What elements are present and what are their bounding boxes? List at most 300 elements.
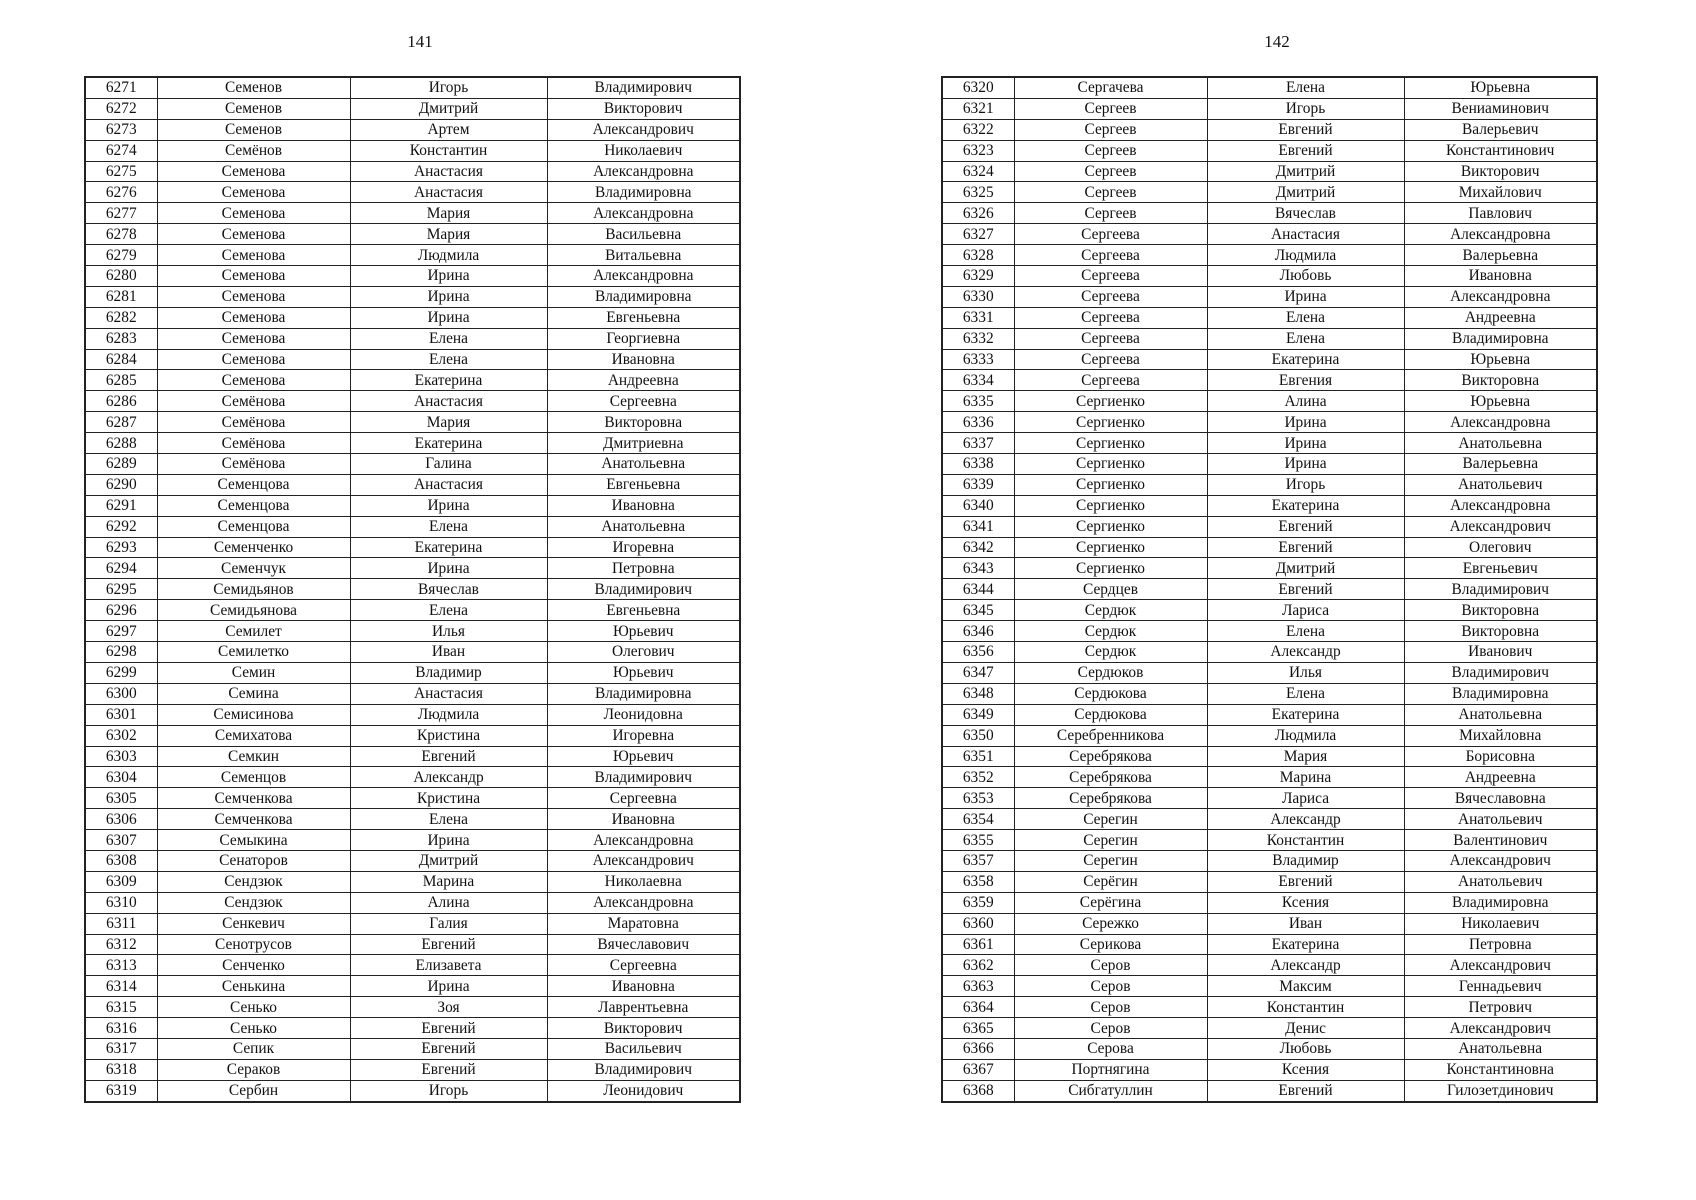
table-row <box>85 77 740 98</box>
patronymic-cell: Геннадьевич <box>1404 976 1597 997</box>
surname-cell: Сергиенко <box>1014 454 1207 475</box>
surname-cell: Семидьянов <box>157 579 350 600</box>
patronymic-cell: Александрович <box>1404 850 1597 871</box>
table-row <box>85 850 740 871</box>
row-number-cell: 6276 <box>85 182 157 203</box>
first-name-cell: Игорь <box>350 1080 547 1101</box>
row-number-cell: 6366 <box>942 1038 1014 1059</box>
table-row <box>942 746 1597 767</box>
patronymic-cell: Владимирович <box>547 1059 740 1080</box>
row-number-cell: 6295 <box>85 579 157 600</box>
surname-cell: Сергеев <box>1014 182 1207 203</box>
surname-cell: Сенаторов <box>157 850 350 871</box>
patronymic-cell: Александровна <box>1404 495 1597 516</box>
row-number-cell: 6292 <box>85 516 157 537</box>
first-name-cell: Дмитрий <box>1207 182 1404 203</box>
surname-cell: Семенцова <box>157 516 350 537</box>
page-number: 142 <box>1264 32 1290 51</box>
first-name-cell: Александр <box>350 767 547 788</box>
table-row <box>85 1038 740 1059</box>
patronymic-cell: Анатольевна <box>1404 433 1597 454</box>
patronymic-cell: Вячеславович <box>547 934 740 955</box>
patronymic-cell: Ивановна <box>1404 266 1597 287</box>
patronymic-cell: Александровна <box>547 830 740 851</box>
surname-cell: Семилет <box>157 621 350 642</box>
patronymic-cell: Анатольевна <box>1404 704 1597 725</box>
row-number-cell: 6333 <box>942 349 1014 370</box>
row-number-cell: 6284 <box>85 349 157 370</box>
surname-cell: Сенотрусов <box>157 934 350 955</box>
row-number-cell: 6285 <box>85 370 157 391</box>
patronymic-cell: Георгиевна <box>547 328 740 349</box>
row-number-cell: 6357 <box>942 850 1014 871</box>
patronymic-cell: Владимировна <box>547 286 740 307</box>
row-number-cell: 6301 <box>85 704 157 725</box>
table-row <box>85 454 740 475</box>
first-name-cell: Лариса <box>1207 600 1404 621</box>
first-name-cell: Евгения <box>1207 370 1404 391</box>
first-name-cell: Людмила <box>350 704 547 725</box>
patronymic-cell: Александровна <box>547 203 740 224</box>
first-name-cell: Ирина <box>1207 286 1404 307</box>
first-name-cell: Евгений <box>1207 537 1404 558</box>
patronymic-cell: Юрьевна <box>1404 391 1597 412</box>
table-row <box>85 161 740 182</box>
row-number-cell: 6348 <box>942 683 1014 704</box>
first-name-cell: Евгений <box>350 1038 547 1059</box>
first-name-cell: Елена <box>350 600 547 621</box>
table-row <box>85 934 740 955</box>
table-row <box>942 370 1597 391</box>
surname-cell: Сенько <box>157 1018 350 1039</box>
table-row <box>942 558 1597 579</box>
first-name-cell: Анастасия <box>350 683 547 704</box>
first-name-cell: Людмила <box>1207 245 1404 266</box>
row-number-cell: 6278 <box>85 224 157 245</box>
surname-cell: Серов <box>1014 997 1207 1018</box>
surname-cell: Серебрякова <box>1014 746 1207 767</box>
page-number: 141 <box>407 32 433 51</box>
surname-cell: Серикова <box>1014 934 1207 955</box>
row-number-cell: 6300 <box>85 683 157 704</box>
first-name-cell: Ирина <box>350 830 547 851</box>
first-name-cell: Евгений <box>1207 140 1404 161</box>
first-name-cell: Ирина <box>350 558 547 579</box>
surname-cell: Серегин <box>1014 830 1207 851</box>
patronymic-cell: Анатольевна <box>547 516 740 537</box>
first-name-cell: Артем <box>350 119 547 140</box>
first-name-cell: Евгений <box>350 1059 547 1080</box>
surname-cell: Семенова <box>157 370 350 391</box>
patronymic-cell: Владимирович <box>547 77 740 98</box>
first-name-cell: Ксения <box>1207 1059 1404 1080</box>
table-row <box>85 516 740 537</box>
table-row <box>85 119 740 140</box>
patronymic-cell: Александровна <box>547 266 740 287</box>
first-name-cell: Евгений <box>1207 871 1404 892</box>
table-row <box>85 788 740 809</box>
first-name-cell: Иван <box>1207 913 1404 934</box>
first-name-cell: Евгений <box>1207 579 1404 600</box>
row-number-cell: 6332 <box>942 328 1014 349</box>
table-row <box>942 349 1597 370</box>
row-number-cell: 6281 <box>85 286 157 307</box>
row-number-cell: 6302 <box>85 725 157 746</box>
row-number-cell: 6289 <box>85 454 157 475</box>
surname-cell: Сенкевич <box>157 913 350 934</box>
table-row <box>942 871 1597 892</box>
row-number-cell: 6280 <box>85 266 157 287</box>
surname-cell: Семенова <box>157 286 350 307</box>
row-number-cell: 6309 <box>85 871 157 892</box>
row-number-cell: 6296 <box>85 600 157 621</box>
table-row <box>942 934 1597 955</box>
surname-cell: Семина <box>157 683 350 704</box>
row-number-cell: 6345 <box>942 600 1014 621</box>
table-row <box>85 1059 740 1080</box>
row-number-cell: 6290 <box>85 474 157 495</box>
first-name-cell: Дмитрий <box>350 850 547 871</box>
row-number-cell: 6343 <box>942 558 1014 579</box>
patronymic-cell: Владимировна <box>1404 892 1597 913</box>
patronymic-cell: Юрьевич <box>547 621 740 642</box>
table-row <box>942 182 1597 203</box>
first-name-cell: Елена <box>1207 683 1404 704</box>
first-name-cell: Максим <box>1207 976 1404 997</box>
row-number-cell: 6320 <box>942 77 1014 98</box>
patronymic-cell: Викторович <box>547 98 740 119</box>
first-name-cell: Анастасия <box>350 391 547 412</box>
table-row <box>942 662 1597 683</box>
surname-cell: Сибгатуллин <box>1014 1080 1207 1101</box>
first-name-cell: Елена <box>350 349 547 370</box>
first-name-cell: Мария <box>350 224 547 245</box>
first-name-cell: Любовь <box>1207 266 1404 287</box>
patronymic-cell: Ивановна <box>547 809 740 830</box>
row-number-cell: 6299 <box>85 662 157 683</box>
row-number-cell: 6297 <box>85 621 157 642</box>
first-name-cell: Александр <box>1207 955 1404 976</box>
row-number-cell: 6367 <box>942 1059 1014 1080</box>
first-name-cell: Елена <box>350 328 547 349</box>
surname-cell: Серегин <box>1014 809 1207 830</box>
row-number-cell: 6359 <box>942 892 1014 913</box>
patronymic-cell: Евгеньевна <box>547 600 740 621</box>
table-row <box>942 328 1597 349</box>
first-name-cell: Любовь <box>1207 1038 1404 1059</box>
patronymic-cell: Владимирович <box>1404 662 1597 683</box>
row-number-cell: 6305 <box>85 788 157 809</box>
row-number-cell: 6347 <box>942 662 1014 683</box>
surname-cell: Сердюкова <box>1014 683 1207 704</box>
first-name-cell: Евгений <box>1207 516 1404 537</box>
patronymic-cell: Владимировна <box>1404 683 1597 704</box>
row-number-cell: 6318 <box>85 1059 157 1080</box>
surname-cell: Семилетко <box>157 642 350 663</box>
first-name-cell: Дмитрий <box>350 98 547 119</box>
first-name-cell: Екатерина <box>350 537 547 558</box>
row-number-cell: 6298 <box>85 642 157 663</box>
surname-cell: Сергеева <box>1014 328 1207 349</box>
first-name-cell: Кристина <box>350 788 547 809</box>
surname-cell: Сендзюк <box>157 892 350 913</box>
patronymic-cell: Николаевич <box>547 140 740 161</box>
patronymic-cell: Викторовна <box>547 412 740 433</box>
table-row <box>85 704 740 725</box>
patronymic-cell: Александрович <box>1404 955 1597 976</box>
row-number-cell: 6360 <box>942 913 1014 934</box>
table-row <box>85 433 740 454</box>
patronymic-cell: Ивановна <box>547 976 740 997</box>
surname-cell: Сергиенко <box>1014 558 1207 579</box>
surname-cell: Семенцова <box>157 474 350 495</box>
patronymic-cell: Валентинович <box>1404 830 1597 851</box>
first-name-cell: Владимир <box>350 662 547 683</box>
table-row <box>942 704 1597 725</box>
table-row <box>942 412 1597 433</box>
table-row <box>942 809 1597 830</box>
patronymic-cell: Игоревна <box>547 537 740 558</box>
patronymic-cell: Анатольевич <box>1404 809 1597 830</box>
patronymic-cell: Валерьевна <box>1404 454 1597 475</box>
patronymic-cell: Маратовна <box>547 913 740 934</box>
surname-cell: Семёнова <box>157 454 350 475</box>
table-row <box>942 454 1597 475</box>
table-row <box>942 1018 1597 1039</box>
row-number-cell: 6321 <box>942 98 1014 119</box>
surname-cell: Сергеев <box>1014 161 1207 182</box>
surname-cell: Семихатова <box>157 725 350 746</box>
table-row <box>942 830 1597 851</box>
patronymic-cell: Александровна <box>1404 224 1597 245</box>
table-row <box>942 976 1597 997</box>
row-number-cell: 6306 <box>85 809 157 830</box>
table-row <box>85 579 740 600</box>
surname-cell: Семёнова <box>157 433 350 454</box>
patronymic-cell: Андреевна <box>1404 307 1597 328</box>
patronymic-cell: Юрьевна <box>1404 77 1597 98</box>
patronymic-cell: Сергеевна <box>547 391 740 412</box>
patronymic-cell: Михайлович <box>1404 182 1597 203</box>
surname-cell: Семенова <box>157 328 350 349</box>
surname-cell: Семенцова <box>157 495 350 516</box>
first-name-cell: Галина <box>350 454 547 475</box>
first-name-cell: Екатерина <box>1207 495 1404 516</box>
first-name-cell: Алина <box>1207 391 1404 412</box>
table-row <box>942 767 1597 788</box>
surname-cell: Семидьянова <box>157 600 350 621</box>
surname-cell: Сергиенко <box>1014 433 1207 454</box>
table-row <box>85 182 740 203</box>
row-number-cell: 6365 <box>942 1018 1014 1039</box>
row-number-cell: 6315 <box>85 997 157 1018</box>
first-name-cell: Марина <box>350 871 547 892</box>
row-number-cell: 6307 <box>85 830 157 851</box>
row-number-cell: 6341 <box>942 516 1014 537</box>
first-name-cell: Людмила <box>1207 725 1404 746</box>
table-row <box>85 871 740 892</box>
table-row <box>85 1080 740 1101</box>
first-name-cell: Константин <box>1207 830 1404 851</box>
patronymic-cell: Михайловна <box>1404 725 1597 746</box>
first-name-cell: Алина <box>350 892 547 913</box>
row-number-cell: 6319 <box>85 1080 157 1101</box>
patronymic-cell: Анатольевна <box>547 454 740 475</box>
first-name-cell: Екатерина <box>1207 349 1404 370</box>
table-row <box>85 1018 740 1039</box>
patronymic-cell: Витальевна <box>547 245 740 266</box>
first-name-cell: Вячеслав <box>350 579 547 600</box>
table-row <box>942 245 1597 266</box>
table-row <box>85 683 740 704</box>
patronymic-cell: Александровна <box>1404 286 1597 307</box>
patronymic-cell: Павлович <box>1404 203 1597 224</box>
patronymic-cell: Владимировна <box>547 182 740 203</box>
row-number-cell: 6336 <box>942 412 1014 433</box>
row-number-cell: 6279 <box>85 245 157 266</box>
row-number-cell: 6313 <box>85 955 157 976</box>
first-name-cell: Зоя <box>350 997 547 1018</box>
first-name-cell: Мария <box>350 412 547 433</box>
table-row <box>85 767 740 788</box>
patronymic-cell: Владимирович <box>547 767 740 788</box>
table-row <box>942 474 1597 495</box>
table-row <box>85 412 740 433</box>
patronymic-cell: Дмитриевна <box>547 433 740 454</box>
patronymic-cell: Лаврентьевна <box>547 997 740 1018</box>
roster-table <box>84 76 741 1103</box>
first-name-cell: Анастасия <box>1207 224 1404 245</box>
table-row <box>85 370 740 391</box>
row-number-cell: 6310 <box>85 892 157 913</box>
patronymic-cell: Борисовна <box>1404 746 1597 767</box>
table-row <box>942 579 1597 600</box>
surname-cell: Сергиенко <box>1014 391 1207 412</box>
row-number-cell: 6286 <box>85 391 157 412</box>
patronymic-cell: Сергеевна <box>547 955 740 976</box>
row-number-cell: 6349 <box>942 704 1014 725</box>
surname-cell: Сепик <box>157 1038 350 1059</box>
row-number-cell: 6273 <box>85 119 157 140</box>
table-row <box>85 224 740 245</box>
surname-cell: Серебрякова <box>1014 767 1207 788</box>
table-row <box>942 850 1597 871</box>
row-number-cell: 6316 <box>85 1018 157 1039</box>
patronymic-cell: Викторовна <box>1404 600 1597 621</box>
patronymic-cell: Вениаминович <box>1404 98 1597 119</box>
first-name-cell: Анастасия <box>350 161 547 182</box>
patronymic-cell: Анатольевна <box>1404 1038 1597 1059</box>
first-name-cell: Елена <box>1207 328 1404 349</box>
surname-cell: Семенова <box>157 307 350 328</box>
table-row <box>85 537 740 558</box>
first-name-cell: Лариса <box>1207 788 1404 809</box>
first-name-cell: Дмитрий <box>1207 558 1404 579</box>
row-number-cell: 6312 <box>85 934 157 955</box>
patronymic-cell: Иванович <box>1404 642 1597 663</box>
surname-cell: Серов <box>1014 1018 1207 1039</box>
first-name-cell: Елена <box>350 516 547 537</box>
surname-cell: Серегин <box>1014 850 1207 871</box>
surname-cell: Семенова <box>157 266 350 287</box>
surname-cell: Серова <box>1014 1038 1207 1059</box>
table-row <box>85 913 740 934</box>
first-name-cell: Людмила <box>350 245 547 266</box>
row-number-cell: 6323 <box>942 140 1014 161</box>
surname-cell: Сергиенко <box>1014 474 1207 495</box>
table-row <box>942 683 1597 704</box>
first-name-cell: Илья <box>1207 662 1404 683</box>
surname-cell: Серов <box>1014 955 1207 976</box>
first-name-cell: Игорь <box>350 77 547 98</box>
patronymic-cell: Гилозетдинович <box>1404 1080 1597 1101</box>
patronymic-cell: Олегович <box>547 642 740 663</box>
patronymic-cell: Николаевна <box>547 871 740 892</box>
patronymic-cell: Васильевна <box>547 224 740 245</box>
patronymic-cell: Валерьевич <box>1404 119 1597 140</box>
table-row <box>85 474 740 495</box>
row-number-cell: 6351 <box>942 746 1014 767</box>
patronymic-cell: Викторовна <box>1404 621 1597 642</box>
first-name-cell: Игорь <box>1207 474 1404 495</box>
table-row <box>85 286 740 307</box>
patronymic-cell: Вячеславовна <box>1404 788 1597 809</box>
surname-cell: Сердцев <box>1014 579 1207 600</box>
surname-cell: Сердюк <box>1014 600 1207 621</box>
surname-cell: Семкин <box>157 746 350 767</box>
table-row <box>942 1038 1597 1059</box>
table-row <box>942 266 1597 287</box>
patronymic-cell: Валерьевна <box>1404 245 1597 266</box>
surname-cell: Семин <box>157 662 350 683</box>
row-number-cell: 6363 <box>942 976 1014 997</box>
row-number-cell: 6317 <box>85 1038 157 1059</box>
table-row <box>85 976 740 997</box>
surname-cell: Серов <box>1014 976 1207 997</box>
row-number-cell: 6342 <box>942 537 1014 558</box>
surname-cell: Сергеева <box>1014 286 1207 307</box>
patronymic-cell: Константиновна <box>1404 1059 1597 1080</box>
patronymic-cell: Викторович <box>547 1018 740 1039</box>
first-name-cell: Константин <box>350 140 547 161</box>
surname-cell: Семченкова <box>157 788 350 809</box>
row-number-cell: 6283 <box>85 328 157 349</box>
surname-cell: Сергиенко <box>1014 412 1207 433</box>
surname-cell: Сердюк <box>1014 642 1207 663</box>
patronymic-cell: Александрович <box>1404 1018 1597 1039</box>
first-name-cell: Илья <box>350 621 547 642</box>
surname-cell: Семенова <box>157 349 350 370</box>
surname-cell: Семёнов <box>157 140 350 161</box>
surname-cell: Сенченко <box>157 955 350 976</box>
row-number-cell: 6355 <box>942 830 1014 851</box>
patronymic-cell: Константинович <box>1404 140 1597 161</box>
row-number-cell: 6361 <box>942 934 1014 955</box>
table-row <box>85 328 740 349</box>
patronymic-cell: Владимировна <box>547 683 740 704</box>
surname-cell: Сенькина <box>157 976 350 997</box>
surname-cell: Сергиенко <box>1014 537 1207 558</box>
patronymic-cell: Васильевич <box>547 1038 740 1059</box>
table-row <box>942 1080 1597 1101</box>
first-name-cell: Игорь <box>1207 98 1404 119</box>
row-number-cell: 6350 <box>942 725 1014 746</box>
patronymic-cell: Сергеевна <box>547 788 740 809</box>
table-row <box>85 642 740 663</box>
first-name-cell: Владимир <box>1207 850 1404 871</box>
patronymic-cell: Николаевич <box>1404 913 1597 934</box>
table-row <box>85 955 740 976</box>
